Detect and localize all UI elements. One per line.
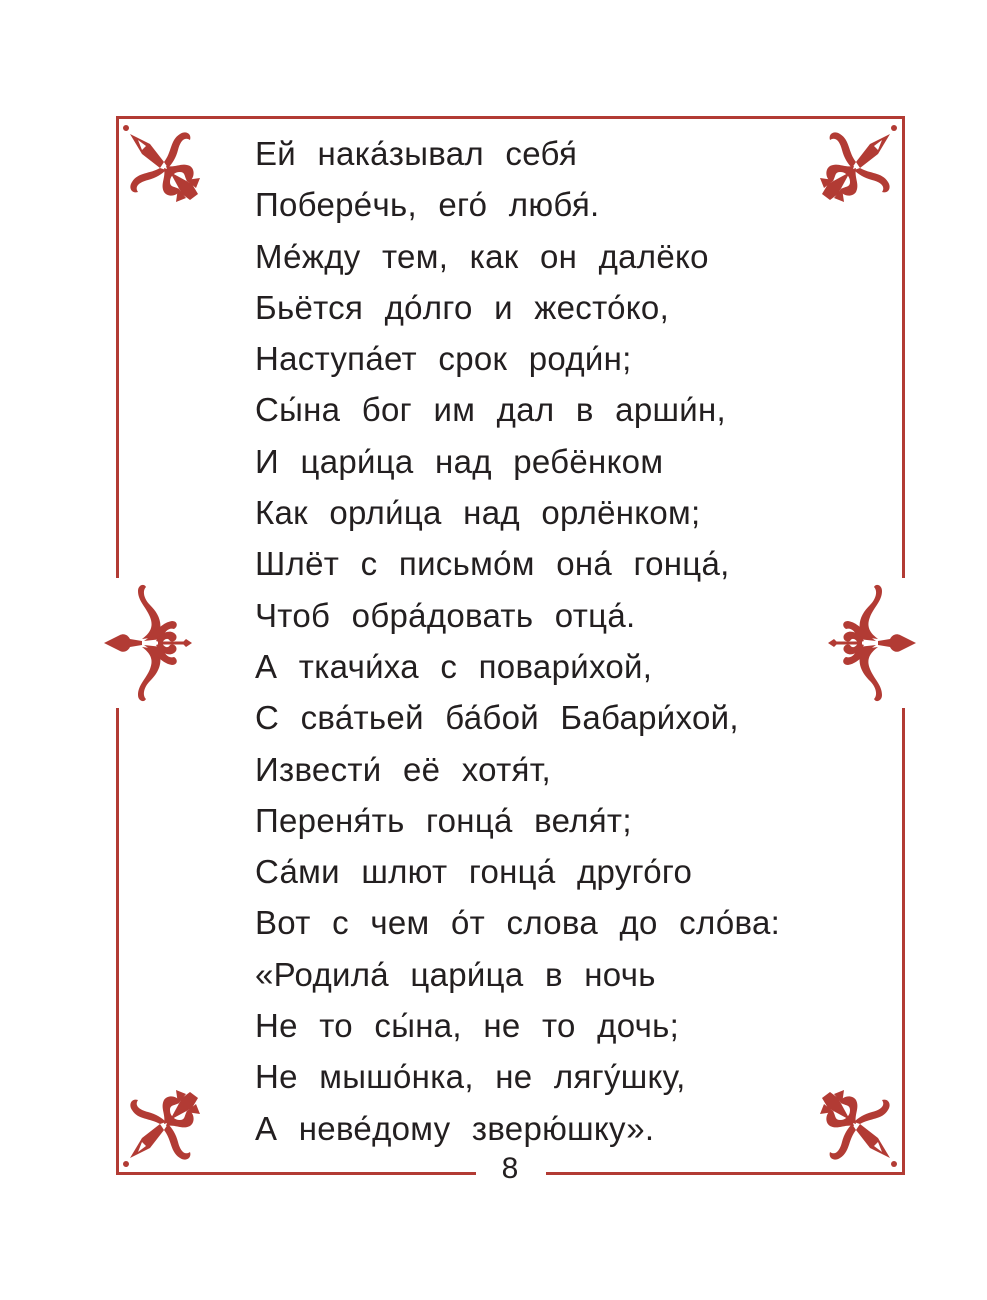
poem-line: Не мышо́нка, не лягу́шку, [255, 1058, 686, 1096]
poem-line: Не то сы́на, не то дочь; [255, 1007, 680, 1045]
frame-top-border [116, 116, 905, 119]
poem-line: Вот с чем о́т слова до сло́ва: [255, 904, 781, 942]
poem-text [255, 128, 780, 1154]
poem-line: Сы́на бог им дал в арши́н, [255, 391, 726, 429]
side-ornament-left-icon [102, 583, 194, 703]
frame-left-border-lower [116, 708, 119, 1175]
poem-line: И цари́ца над ребёнком [255, 442, 664, 480]
corner-ornament-top-right-icon [818, 122, 900, 204]
poem-line: Побере́чь, его́ любя́. [255, 186, 600, 224]
poem-line: «Родила́ цари́ца в ночь [255, 955, 656, 993]
poem-line: Переня́ть гонца́ веля́т; [255, 801, 632, 839]
poem-line: А неве́дому зверю́шку». [255, 1109, 655, 1147]
poem-line: Са́ми шлют гонца́ друго́го [255, 853, 693, 891]
poem-line: Ме́жду тем, как он далёко [255, 237, 709, 275]
corner-ornament-bottom-left-icon [120, 1088, 202, 1170]
frame-right-border-lower [902, 708, 905, 1175]
corner-ornament-bottom-right-icon [818, 1088, 900, 1170]
poem-line: А ткачи́ха с повари́хой, [255, 647, 653, 685]
corner-ornament-top-left-icon [120, 122, 202, 204]
poem-line: Ей нака́зывал себя́ [255, 135, 578, 172]
frame-left-border-upper [116, 116, 119, 578]
poem-line: С сва́тьей ба́бой Бабари́хой, [255, 699, 739, 737]
frame-bottom-border-right [546, 1172, 905, 1175]
page-number: 8 [501, 1152, 519, 1185]
frame-right-border-upper [902, 116, 905, 578]
poem-line: Чтоб обра́довать отца́. [255, 596, 636, 634]
side-ornament-right-icon [826, 583, 918, 703]
poem-line: Извести́ её хотя́т, [255, 750, 551, 788]
frame-bottom-border-left [116, 1172, 476, 1175]
poem-line: Как орли́ца над орлёнком; [255, 494, 701, 532]
poem-line: Шлёт с письмо́м она́ гонца́, [255, 545, 730, 583]
poem-line: Наступа́ет срок роди́н; [255, 340, 632, 378]
poem-line: Бьётся до́лго и жесто́ко, [255, 288, 670, 326]
